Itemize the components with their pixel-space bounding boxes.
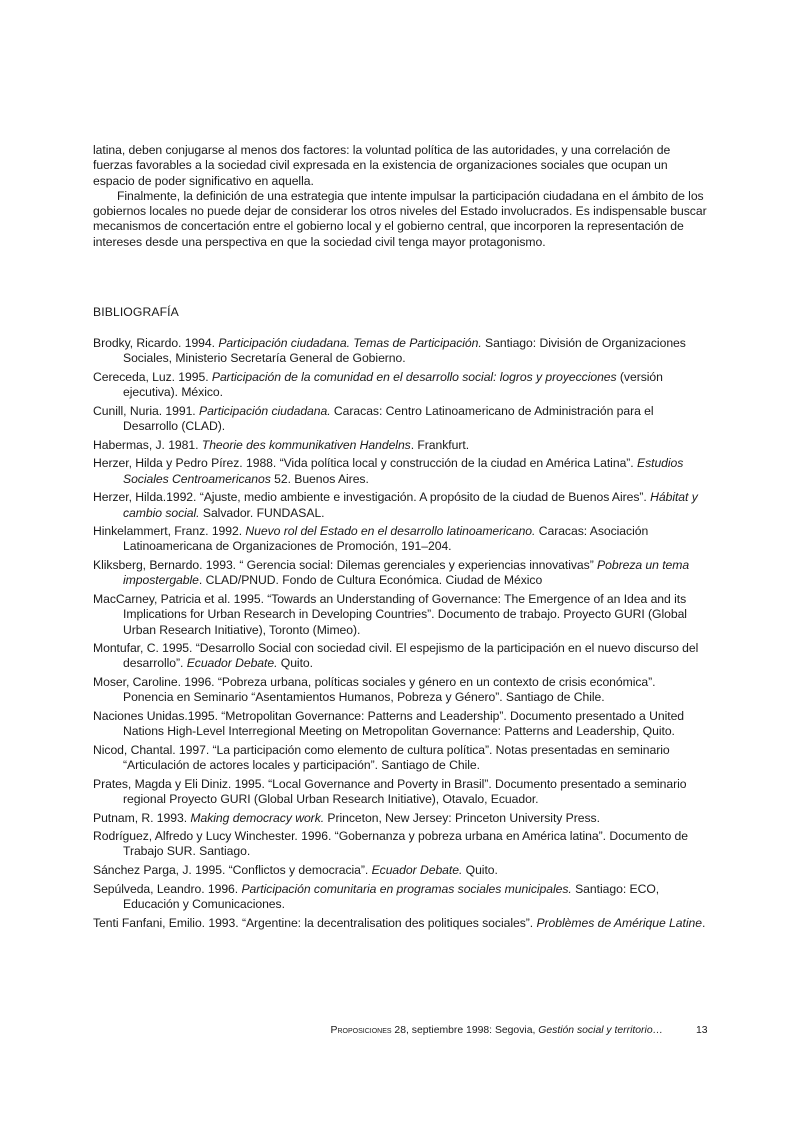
- entry-text: Princeton, New Jersey: Princeton University Press.: [324, 810, 600, 825]
- entry-text: Montufar, C. 1995. “Desarrollo Social con sociedad civil. El espejismo de la participación en el nuevo discurso del desarrollo”.: [93, 641, 699, 671]
- entry-text: .: [701, 915, 706, 930]
- bibliography-entry: [93, 490, 708, 521]
- bibliography-entry: [93, 592, 708, 638]
- bibliography-entry: [93, 370, 708, 401]
- entry-text: Moser, Caroline. 1996. “Pobreza urbana, políticas sociales y género en un contexto de crisis económica”. Ponencia en Seminario “Asentamientos Humanos, Pobreza y Género”. Santiago de Chile.: [93, 674, 656, 705]
- entry-text: . Frankfurt.: [410, 437, 470, 452]
- entry-title-italic: Participación ciudadana. Temas de Participación.: [218, 336, 482, 351]
- entry-text: Quito.: [462, 863, 498, 878]
- entry-text: Nicod, Chantal. 1997. “La participación como elemento de cultura política”. Notas presentadas en seminario “Articulación de actores locales y participación”. Santiago de Chile.: [93, 742, 670, 773]
- entry-text: Brodky, Ricardo. 1994.: [93, 336, 219, 351]
- bibliography-list: [93, 336, 708, 931]
- entry-text: Putnam, R. 1993.: [93, 810, 191, 825]
- entry-title-italic: Participación comunitaria en programas sociales municipales.: [241, 881, 572, 896]
- entry-title-italic: Ecuador Debate.: [186, 656, 278, 671]
- entry-text: Habermas, J. 1981.: [93, 437, 202, 452]
- bibliography-entry: [93, 675, 708, 706]
- entry-title-italic: Estudios Sociales Centroamericanos: [123, 456, 684, 486]
- bibliography-entry: [93, 863, 708, 878]
- issue-info: 28, septiembre 1998: Segovia,: [391, 1025, 539, 1036]
- entry-text: Sánchez Parga, J. 1995. “Conflictos y democracia”.: [93, 863, 372, 878]
- bibliography-entry: [93, 829, 708, 860]
- entry-text: Salvador. FUNDASAL.: [199, 505, 325, 520]
- entry-text: Cunill, Nuria. 1991.: [93, 403, 199, 418]
- entry-text: Santiago: ECO, Educación y Comunicaciones.: [123, 881, 660, 911]
- bibliography-entry: [93, 916, 708, 931]
- entry-title-italic: Ecuador Debate.: [371, 863, 463, 878]
- entry-text: Caracas: Centro Latinoamericano de Administración para el Desarrollo (CLAD).: [123, 403, 654, 434]
- entry-title-italic: Making democracy work.: [190, 810, 325, 825]
- entry-text: Herzer, Hilda.1992. “Ajuste, medio ambiente e investigación. A propósito de la ciudad de Buenos Aires”.: [93, 490, 651, 505]
- entry-text: Caracas: Asociación Latinoamericana de Organizaciones de Promoción, 191–204.: [123, 524, 649, 554]
- bibliography-entry: [93, 524, 708, 555]
- entry-text: Kliksberg, Bernardo. 1993. “ Gerencia social: Dilemas gerenciales y experiencias innovativas”: [93, 558, 598, 573]
- entry-text: Hinkelammert, Franz. 1992.: [93, 524, 246, 539]
- entry-title-italic: Hábitat y cambio social.: [123, 490, 698, 520]
- entry-text: Prates, Magda y Eli Diniz. 1995. “Local Governance and Poverty in Brasil”. Documento presentado a seminario regional Proyecto GURI (Global Urban Research Initiative), Otavalo, Ecuador.: [93, 776, 687, 806]
- page-footer: [0, 1023, 800, 1039]
- entry-title-italic: Participación ciudadana.: [198, 403, 331, 418]
- entry-text: Tenti Fanfani, Emilio. 1993. “Argentine: la decentralisation des politiques sociales”.: [93, 915, 537, 930]
- intro-paragraph: Finalmente, la definición de una estrategia que intente impulsar la participación ciudadana en el ámbito de los gobiernos locales no puede dejar de considerar los otros niveles del Estado involucrados. Es indispensable buscar mecanismos de concertación entre el gobierno local y el gobierno central, que incorporen la representación de intereses desde una perspectiva en que la sociedad civil tenga mayor protagonismo.: [93, 188, 707, 249]
- running-footer: [331, 1023, 663, 1039]
- bibliography-entry: [93, 743, 708, 774]
- entry-text: 52. Buenos Aires.: [270, 471, 369, 486]
- entry-title-italic: Theorie des kommunikativen Handelns: [201, 437, 411, 452]
- page-body: [93, 143, 708, 934]
- page-number: 13: [696, 1025, 708, 1036]
- bibliography-entry: [93, 641, 708, 672]
- entry-text: (versión ejecutiva). México.: [123, 369, 663, 400]
- entry-text: Quito.: [277, 656, 313, 671]
- entry-title-italic: Participación de la comunidad en el desarrollo social: logros y proyecciones: [211, 369, 617, 384]
- entry-text: Cereceda, Luz. 1995.: [93, 369, 212, 384]
- entry-title-italic: Problèmes de Amérique Latine: [536, 915, 702, 930]
- entry-title-italic: Nuevo rol del Estado en el desarrollo latinoamericano.: [245, 524, 536, 539]
- bibliography-entry: [93, 811, 708, 826]
- section-title: BIBLIOGRAFÍA: [93, 305, 179, 320]
- entry-text: Santiago: División de Organizaciones Sociales, Ministerio Secretaría General de Gobierno.: [123, 336, 686, 366]
- entry-text: Naciones Unidas.1995. “Metropolitan Governance: Patterns and Leadership”. Documento presentado a United Nations High-Level Interregional Meeting on Metropolitan Governance: Patterns and Leadership, Quito.: [93, 708, 685, 739]
- entry-title-italic: Pobreza un tema impostergable: [123, 558, 690, 588]
- bibliography-entry: [93, 777, 708, 808]
- entry-text: Rodríguez, Alfredo y Lucy Winchester. 1996. “Gobernanza y pobreza urbana en América latina”. Documento de Trabajo SUR. Santiago.: [93, 829, 688, 859]
- entry-text: Sepúlveda, Leandro. 1996.: [93, 881, 242, 896]
- bibliography-entry: [93, 336, 708, 367]
- intro-text: [93, 143, 708, 250]
- bibliography-entry: [93, 558, 708, 589]
- bibliography-entry: [93, 709, 708, 740]
- entry-text: . CLAD/PNUD. Fondo de Cultura Económica. Ciudad de México: [198, 573, 543, 588]
- entry-text: Herzer, Hilda y Pedro Pírez. 1988. “Vida política local y construcción de la ciudad en América Latina”.: [93, 456, 637, 471]
- article-title: Gestión social y territorio…: [538, 1025, 663, 1036]
- bibliography-entry: [93, 456, 708, 487]
- bibliography-entry: [93, 882, 708, 913]
- journal-name: Proposiciones: [330, 1025, 392, 1036]
- entry-text: MacCarney, Patricia et al. 1995. “Towards an Understanding of Governance: The Emergence of an Idea and its Implications for Urban Research in Developing Countries”. Documento de trabajo. Proyecto GURI (Global Urban Research Initiative), Toronto (Mimeo).: [93, 591, 687, 637]
- bibliography-entry: [93, 438, 708, 453]
- intro-paragraph: latina, deben conjugarse al menos dos factores: la voluntad política de las autoridades, y una correlación de fuerzas favorables a la sociedad civil expresada en la existencia de organizaciones sociales que ocupan un espacio de poder significativo en aquella.: [93, 143, 671, 188]
- bibliography-entry: [93, 404, 708, 435]
